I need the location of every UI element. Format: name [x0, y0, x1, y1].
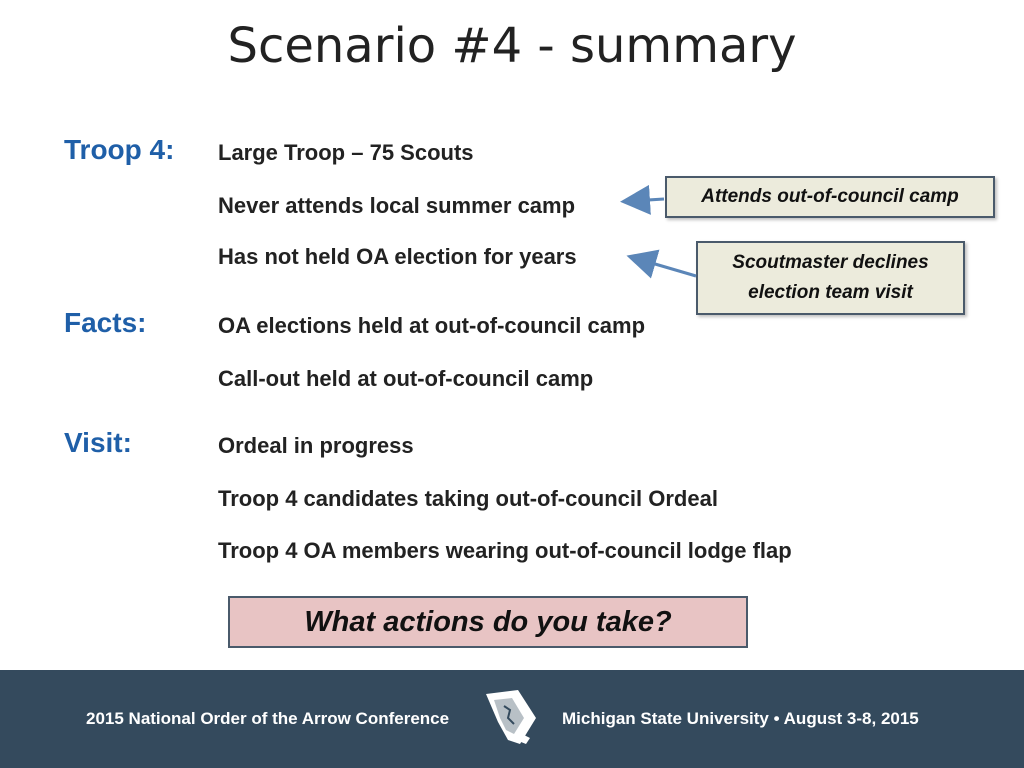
facts-line-1: OA elections held at out-of-council camp — [218, 313, 646, 338]
callout-decline-line-1: Scoutmaster declines — [732, 252, 929, 273]
label-facts: Facts: — [64, 307, 147, 338]
visit-line-2: Troop 4 candidates taking out-of-council Ordeal — [218, 486, 718, 511]
footer-bar — [0, 670, 1024, 768]
visit-line-1: Ordeal in progress — [218, 433, 414, 458]
facts-line-2: Call-out held at out-of-council camp — [218, 366, 594, 391]
troop-line-3: Has not held OA election for years — [218, 244, 577, 269]
arrowhead-logo-icon — [478, 688, 544, 748]
label-troop: Troop 4: — [64, 134, 175, 165]
troop-line-2: Never attends local summer camp — [218, 193, 576, 218]
label-visit: Visit: — [64, 427, 132, 458]
visit-line-3: Troop 4 OA members wearing out-of-council lodge flap — [218, 538, 792, 563]
footer-conference-name: 2015 National Order of the Arrow Conference — [86, 709, 450, 728]
footer-location-dates: Michigan State University • August 3-8, 2015 — [562, 709, 919, 728]
troop-line-1: Large Troop – 75 Scouts — [218, 140, 474, 165]
arrow-to-oa-election — [638, 259, 696, 276]
arrow-to-summer-camp — [632, 199, 664, 201]
callout-camp-text: Attends out-of-council camp — [701, 186, 959, 207]
question-box — [228, 596, 748, 648]
slide-title: Scenario #4 - summary — [227, 18, 797, 74]
callout-decline-line-2: election team visit — [748, 282, 913, 303]
question-text: What actions do you take? — [304, 605, 672, 638]
